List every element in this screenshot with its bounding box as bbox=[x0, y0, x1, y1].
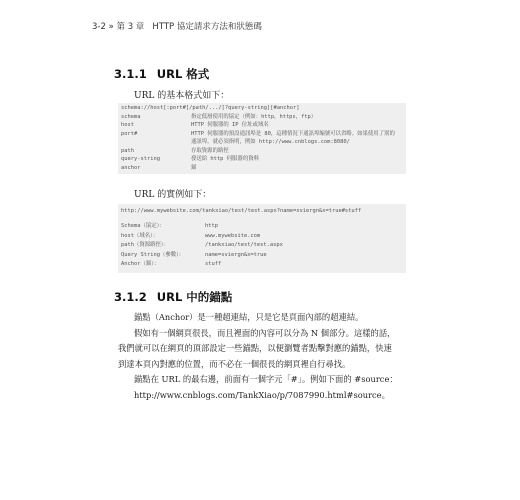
syntax-value: 存取資源的路徑 bbox=[191, 147, 229, 154]
running-header bbox=[92, 20, 262, 32]
syntax-key: path bbox=[121, 147, 134, 154]
syntax-value: HTTP 伺服器的 IP 位址或域名 bbox=[191, 122, 269, 129]
example-key: Anchor（錨）： bbox=[121, 261, 160, 268]
example-value: www.mywebsite.com bbox=[205, 232, 261, 239]
syntax-row bbox=[121, 164, 403, 173]
example-url: http://www.mywebsite.com/tankxiao/test/test.aspx?name=sviergn&x=true#stuff bbox=[121, 208, 362, 214]
header-arrows: » bbox=[108, 22, 114, 32]
syntax-box bbox=[118, 103, 406, 174]
section-title: URL 中的錨點 bbox=[156, 290, 233, 304]
syntax-key: host bbox=[121, 122, 134, 129]
syntax-text: schema://host[:port#]/path/.../[?query-string][#anchor] bbox=[121, 105, 300, 111]
body-line: 假如有一個網頁很長，而且裡面的內容可以分為 N 個部分。這樣的話， bbox=[134, 327, 396, 338]
chapter-title: HTTP 協定請求方法和狀態碼 bbox=[152, 22, 262, 32]
syntax-key: query-string bbox=[121, 156, 160, 163]
syntax-line bbox=[121, 104, 403, 113]
syntax-value: 發送給 http 伺服器的資料 bbox=[191, 156, 259, 163]
example-key: path（資源路徑）： bbox=[121, 242, 170, 249]
example-link-text: http://www.cnblogs.com/TankXiao/p/7087990.html#source。 bbox=[134, 389, 390, 400]
syntax-value: 錨 bbox=[191, 164, 197, 171]
chapter-label: 第 3 章 bbox=[116, 22, 145, 32]
body-line: 錨點在 URL 的最右邊，前面有一個字元「#」。例如下面的 #source： bbox=[134, 374, 398, 385]
anchor-paragraphs bbox=[118, 310, 408, 404]
body-line: 到達本頁內對應的位置，而不必在一個很長的網頁裡自行尋找。 bbox=[118, 358, 351, 369]
syntax-value: 指定低層使用的協定（例如：http，https，ftp） bbox=[191, 113, 317, 120]
section-heading-url-format bbox=[114, 66, 209, 82]
section-number: 3.1.2 bbox=[114, 290, 147, 304]
example-value: http bbox=[205, 223, 218, 229]
syntax-row bbox=[121, 113, 403, 122]
example-intro: URL 的實例如下： bbox=[134, 190, 212, 200]
example-row bbox=[121, 222, 403, 232]
section-heading-url-anchor bbox=[114, 289, 232, 305]
syntax-key: schema bbox=[121, 113, 141, 120]
section-title: URL 格式 bbox=[156, 67, 210, 81]
syntax-key: anchor bbox=[121, 164, 141, 171]
example-row bbox=[121, 251, 403, 261]
page-number: 3-2 bbox=[92, 22, 106, 32]
example-row bbox=[121, 241, 403, 251]
syntax-row bbox=[121, 130, 403, 147]
syntax-row bbox=[121, 147, 403, 156]
example-row bbox=[121, 232, 403, 242]
example-value: name=sviergn&x=true bbox=[205, 251, 267, 258]
example-key: Schema（協定）： bbox=[121, 223, 165, 229]
example-key: host（域名）： bbox=[121, 232, 159, 239]
example-box bbox=[118, 204, 406, 273]
example-row bbox=[121, 260, 403, 270]
example-value: /tankxiao/test/test.aspx bbox=[205, 242, 283, 249]
syntax-value: HTTP 伺服器的預設通訊埠是 80，這種情況下通訊埠編號可以省略。如果使用了別的通訊埠，就必須指明，例如 http://www.cnblogs.com:8080/ bbox=[191, 130, 395, 146]
example-key: Query String（參數）： bbox=[121, 251, 185, 258]
example-value: stuff bbox=[205, 261, 222, 268]
syntax-intro: URL 的基本格式如下： bbox=[134, 91, 230, 101]
body-line: 我們就可以在網頁的頂部設定一些錨點，以便瀏覽者點擊對應的錨點，快速 bbox=[118, 343, 392, 354]
syntax-row bbox=[121, 121, 403, 130]
syntax-key: port# bbox=[121, 130, 138, 137]
syntax-row bbox=[121, 155, 403, 164]
section-number: 3.1.1 bbox=[114, 67, 147, 81]
body-line: 錨點（Anchor）是一種超連結，只是它是頁面內部的超連結。 bbox=[134, 312, 364, 322]
